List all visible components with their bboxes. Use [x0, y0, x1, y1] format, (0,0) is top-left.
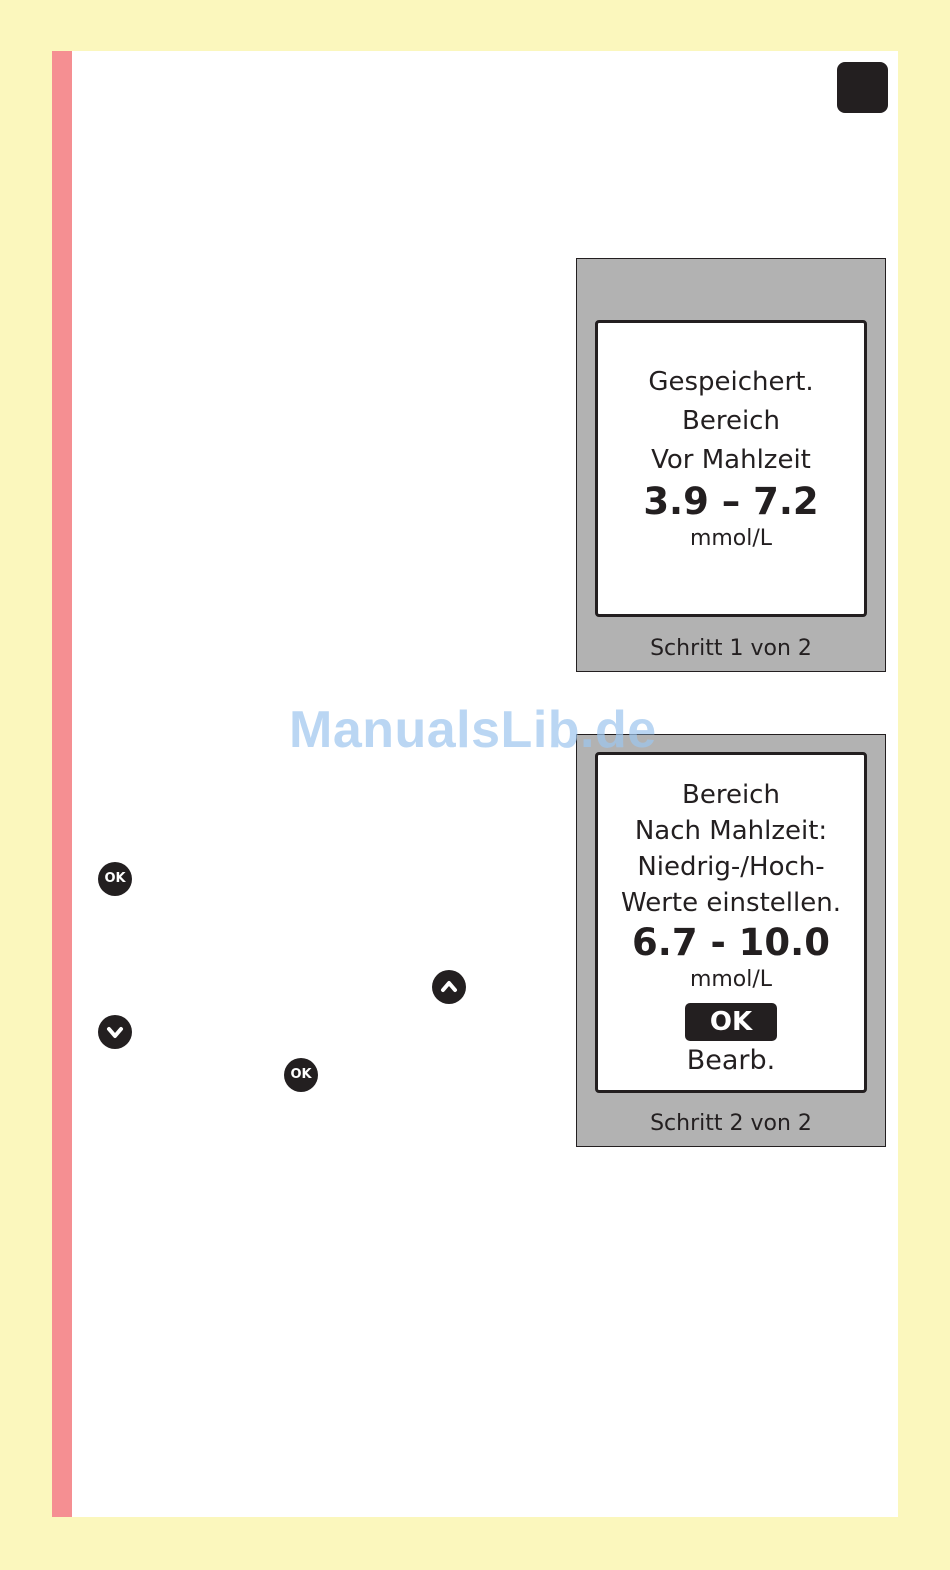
screen-line: Bereich [682, 406, 780, 436]
unit-label: mmol/L [689, 526, 773, 551]
watermark: ManualsLib.de [289, 701, 657, 759]
ok-button-icon: OK [98, 862, 132, 896]
screen-line: Gespeichert. [648, 367, 814, 397]
step-indicator: Schritt 2 von 2 [650, 1111, 812, 1136]
unit-label: mmol/L [689, 967, 773, 992]
range-value: 6.7 - 10.0 [632, 921, 830, 964]
up-arrow-button-icon [432, 970, 466, 1004]
meter-screen [595, 752, 867, 1093]
chapter-tab-marker [837, 62, 888, 113]
section-color-bar [52, 51, 72, 1517]
ok-button-icon: OK [284, 1058, 318, 1092]
screen-line: Werte einstellen. [621, 888, 841, 918]
screen-line: Nach Mahlzeit: [634, 816, 828, 846]
screen-line: Vor Mahlzeit [651, 445, 811, 475]
range-value: 3.9 – 7.2 [643, 480, 819, 523]
meter-display-step-1 [576, 258, 886, 672]
screen-line: Bereich [682, 780, 780, 810]
meter-display-step-2 [576, 734, 886, 1147]
ok-softkey: OK [685, 1003, 777, 1041]
step-indicator: Schritt 1 von 2 [650, 636, 812, 661]
screen-line: Niedrig-/Hoch- [637, 852, 825, 882]
meter-screen [595, 320, 867, 617]
edit-label: Bearb. [686, 1045, 776, 1076]
down-arrow-button-icon [98, 1015, 132, 1049]
